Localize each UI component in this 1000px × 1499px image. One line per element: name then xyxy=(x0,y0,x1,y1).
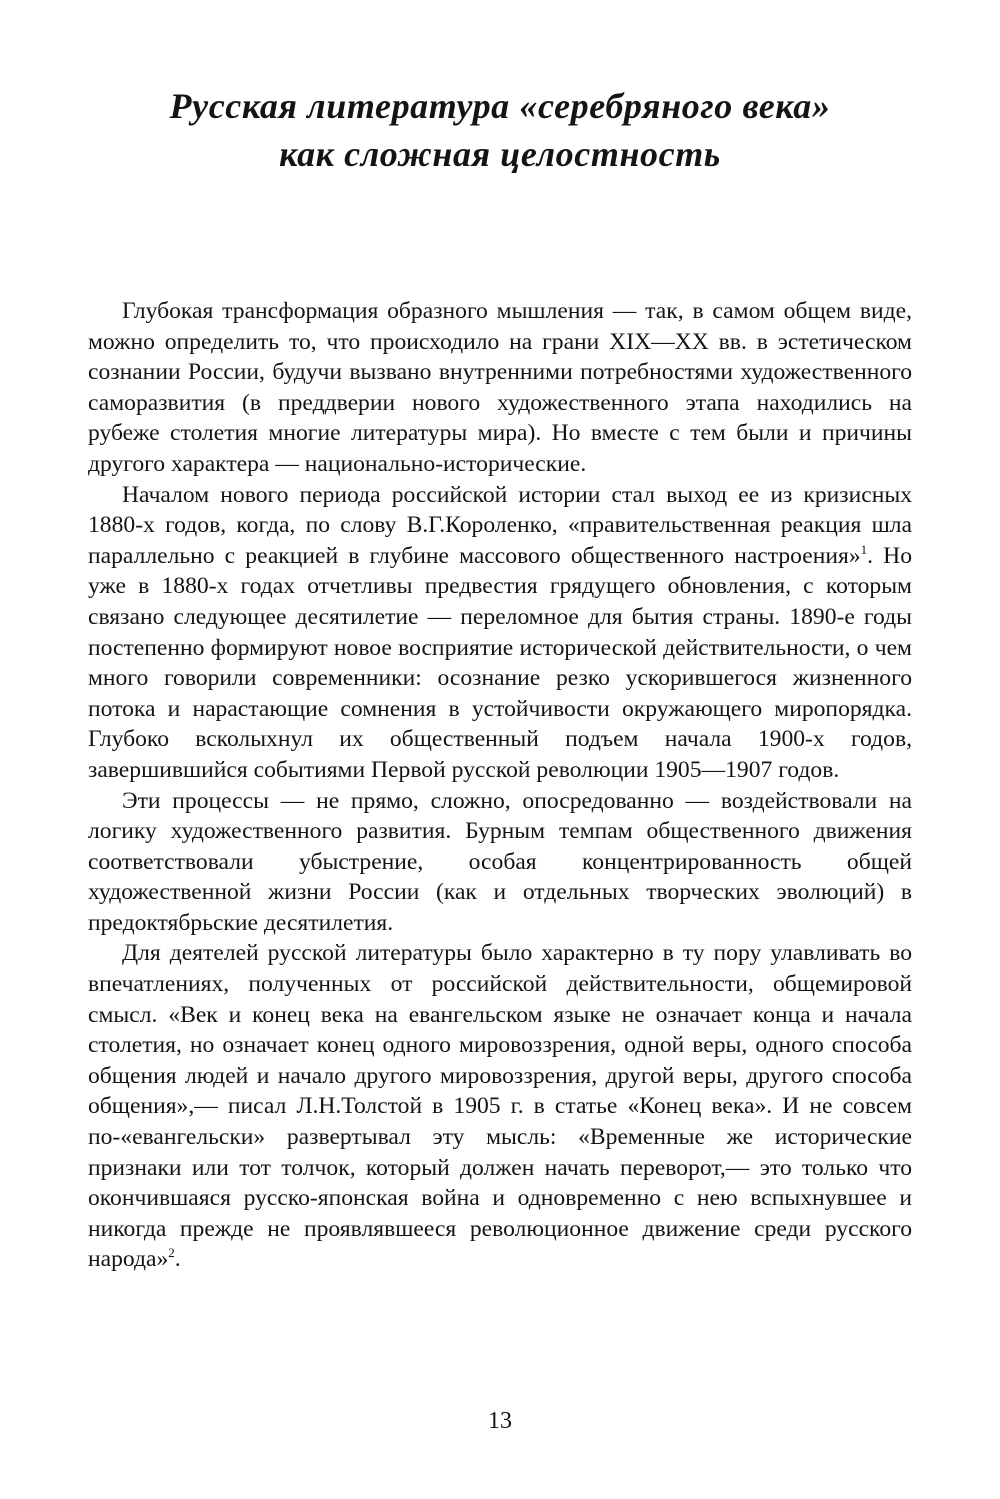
paragraph-4-text: Для деятелей русской литературы было характерно в ту пору улавливать во впечатлениях, полученных от российской действительности, общемировой смысл. «Век и конец века на евангельском языке не означает конца и начала столетия, но означает конец одного мировоззрения, одной веры, одного способа общения людей и начало другого мировоззрения, другой веры, другого способа общения»,— писал Л.Н.Толстой в 1905 г. в статье «Конец века». И не совсем по-«евангельски» развертывал эту мысль: «Временные же исторические признаки или тот толчок, который должен начать переворот,— это только что окончившаяся русско-японская война и одновременно с нею вспыхнувшее и никогда прежде не проявлявшееся революционное движение среди русского народа» xyxy=(88,940,912,1273)
footnote-ref-1: 1 xyxy=(860,541,868,557)
paragraph-4 xyxy=(88,938,912,1275)
paragraph-1 xyxy=(88,296,912,480)
paragraph-2 xyxy=(88,480,912,786)
paragraph-3 xyxy=(88,786,912,939)
paragraph-1-text: Глубокая трансформация образного мышления — так, в самом общем виде, можно определить то, что происходило на грани XIX—XX вв. в эстетическом сознании России, будучи вызвано внутренними потребностями художественного саморазвития (в преддверии нового художественного этапа находились на рубеже столетия многие литературы мира). Но вместе с тем были и причины другого характера — национально-исторические. xyxy=(88,298,912,477)
chapter-title-line-1: Русская литература «серебряного века» xyxy=(169,86,831,127)
footnote-ref-2: 2 xyxy=(168,1245,175,1261)
paragraph-2-text: Началом нового периода российской истории стал выход ее из кризисных 1880-х годов, когда, по слову В.Г.Короленко, «правительственная реакция шла параллельно с реакцией в глубине массового общественного настроения» xyxy=(88,481,912,569)
chapter-title xyxy=(90,82,910,178)
body-text xyxy=(88,296,912,1275)
paragraph-4-text-tail: . xyxy=(174,1246,181,1273)
chapter-title-line-2: как сложная целостность xyxy=(279,134,721,175)
paragraph-2-text-tail: . Но уже в 1880-х годах отчетливы предвестия грядущего обновления, с которым связано следующее десятилетие — переломное для бытия страны. 1890-е годы постепенно формируют новое восприятие исторической действительности, о чем много говорили современники: осознание резко ускорившегося жизненного потока и нарастающие сомнения в устойчивости окружающего миропорядка. Глубоко всколыхнул их общественный подъем начала 1900-х годов, завершившийся событиями Первой русской революции 1905—1907 годов. xyxy=(88,542,912,783)
page-number: 13 xyxy=(488,1408,512,1434)
paragraph-3-text: Эти процессы — не прямо, сложно, опосредованно — воздействовали на логику художественного развития. Бурным темпам общественного движения соответствовали убыстрение, особая концентрированность общей художественной жизни России (как и отдельных творческих эволюций) в предоктябрьские десятилетия. xyxy=(88,787,912,936)
